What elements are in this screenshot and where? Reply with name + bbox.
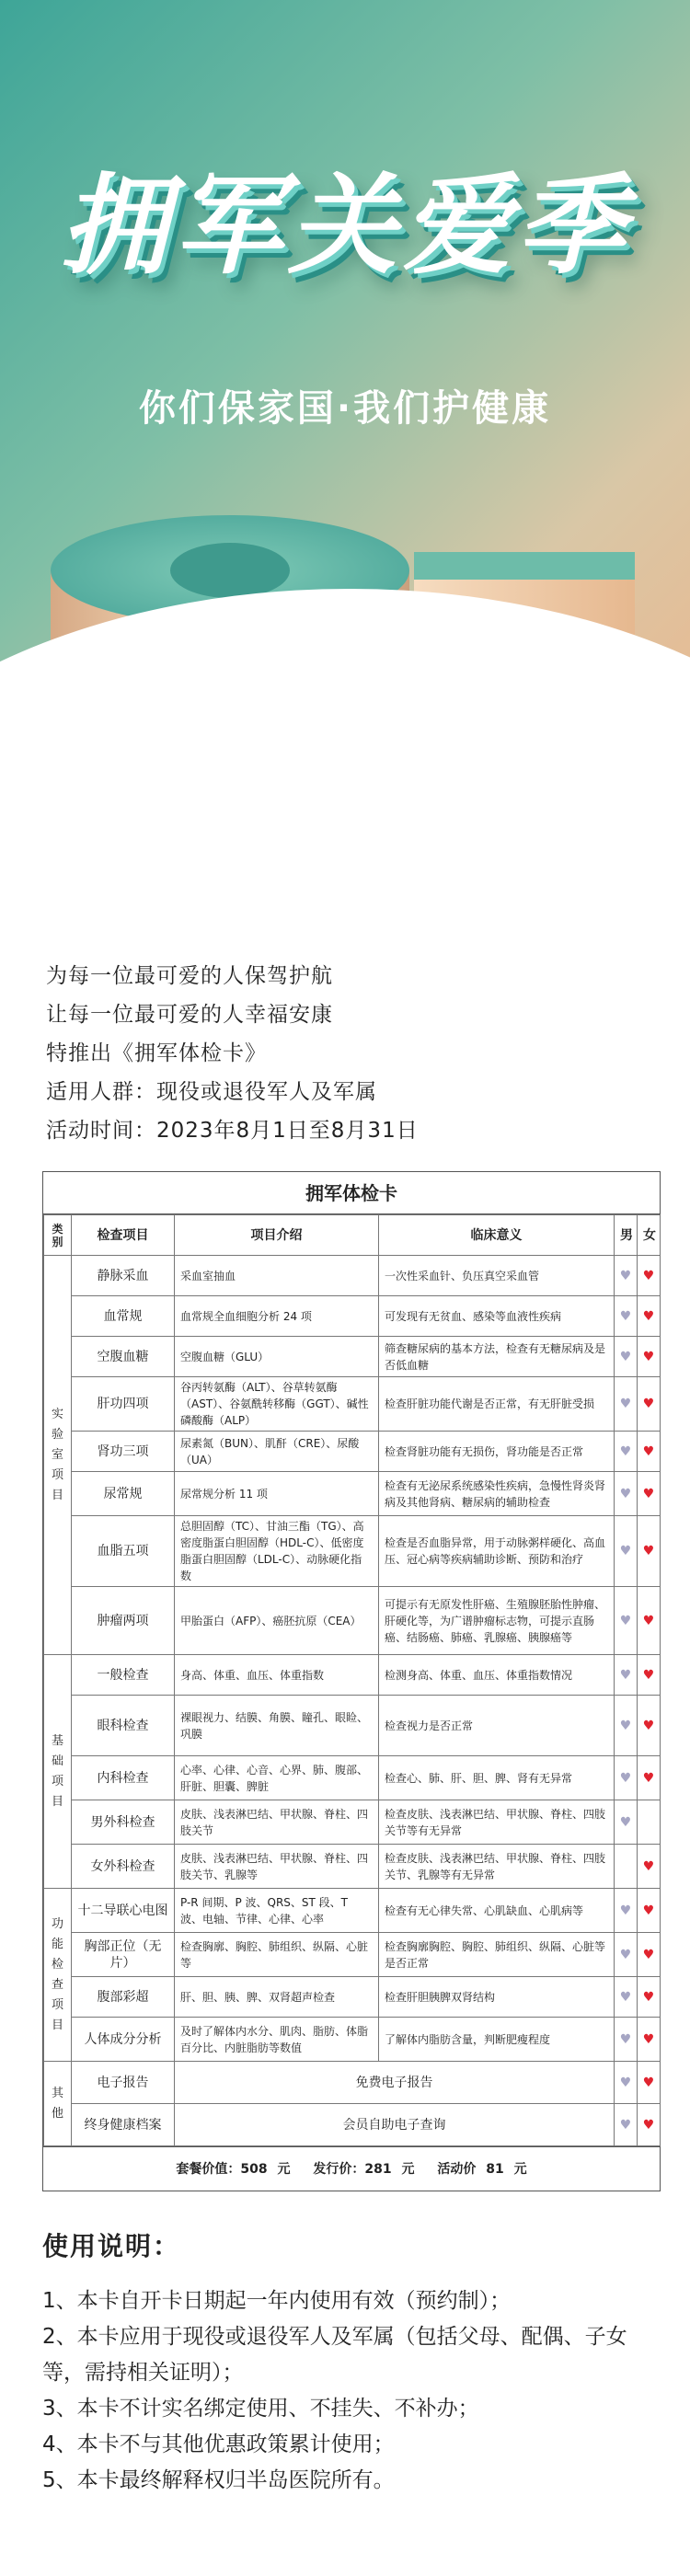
row-meaning: 了解体内脂肪含量，判断肥瘦程度 — [379, 2018, 615, 2062]
table-row — [44, 1337, 661, 1377]
female-heart-icon — [638, 1800, 661, 1845]
intro-line: 活动时间：2023年8月1日至8月31日 — [46, 1119, 419, 1143]
male-heart-icon: ♥ — [615, 2018, 638, 2062]
table-row — [44, 2104, 661, 2146]
female-heart-icon: ♥ — [638, 1933, 661, 1977]
row-meaning: 检查肝胆胰脾双肾结构 — [379, 1977, 615, 2018]
row-item: 肝功四项 — [72, 1377, 175, 1432]
usage-line: 3、本卡不计实名绑定使用、不挂失、不补办； — [42, 2397, 479, 2421]
table-row — [44, 1889, 661, 1933]
row-desc: 裸眼视力、结膜、角膜、瞳孔、眼睑、巩膜 — [175, 1696, 379, 1756]
row-meaning: 检查心、肺、肝、胆、脾、肾有无异常 — [379, 1756, 615, 1800]
category-other: 其 他 — [44, 2062, 72, 2146]
usage-block — [42, 2226, 659, 2499]
male-heart-icon: ♥ — [615, 1337, 638, 1377]
female-heart-icon: ♥ — [638, 1377, 661, 1432]
table-row — [44, 1296, 661, 1337]
male-heart-icon: ♥ — [615, 1587, 638, 1655]
row-meaning: 可提示有无原发性肝癌、生殖腺胚胎性肿瘤、肝硬化等，为广谱肿瘤标志物，可提示直肠癌、结肠癌、肺癌、乳腺癌、胰腺癌等 — [379, 1587, 615, 1655]
row-item: 内科检查 — [72, 1756, 175, 1800]
row-item: 静脉采血 — [72, 1256, 175, 1296]
female-heart-icon: ♥ — [638, 1889, 661, 1933]
header-item: 检查项目 — [72, 1215, 175, 1256]
row-meaning: 可发现有无贫血、感染等血液性疾病 — [379, 1296, 615, 1337]
row-item: 血常规 — [72, 1296, 175, 1337]
category-basic: 基 础 项 目 — [44, 1655, 72, 1889]
male-heart-icon: ♥ — [615, 2062, 638, 2104]
checkup-table — [43, 1214, 661, 2146]
male-heart-icon: ♥ — [615, 1256, 638, 1296]
row-item: 尿常规 — [72, 1472, 175, 1516]
table-row — [44, 1587, 661, 1655]
header-meaning: 临床意义 — [379, 1215, 615, 1256]
row-item: 一般检查 — [72, 1655, 175, 1696]
row-item: 空腹血糖 — [72, 1337, 175, 1377]
row-meaning: 检查有无泌尿系统感染性疾病，急慢性肾炎肾病及其他肾病、糖尿病的辅助检查 — [379, 1472, 615, 1516]
table-row — [44, 1256, 661, 1296]
male-heart-icon: ♥ — [615, 1800, 638, 1845]
row-desc: 采血室抽血 — [175, 1256, 379, 1296]
row-desc: 及时了解体内水分、肌肉、脂肪、体脂百分比、内脏脂肪等数值 — [175, 2018, 379, 2062]
male-heart-icon: ♥ — [615, 1756, 638, 1800]
row-desc: 谷丙转氨酶（ALT）、谷草转氨酶（AST）、谷氨酰转移酶（GGT）、碱性磷酸酶（ALP） — [175, 1377, 379, 1432]
intro-line: 特推出《拥军体检卡》 — [46, 1041, 267, 1065]
table-row — [44, 2018, 661, 2062]
table-row — [44, 1472, 661, 1516]
row-item: 肾功三项 — [72, 1432, 175, 1472]
male-heart-icon: ♥ — [615, 1432, 638, 1472]
female-heart-icon: ♥ — [638, 1696, 661, 1756]
male-heart-icon: ♥ — [615, 1655, 638, 1696]
row-item: 女外科检查 — [72, 1845, 175, 1889]
row-meaning: 检查皮肤、浅表淋巴结、甲状腺、脊柱、四肢关节、乳腺等有无异常 — [379, 1845, 615, 1889]
price-line: 套餐价值：508 元 发行价：281 元 活动价 81 元 — [43, 2146, 660, 2191]
row-item: 十二导联心电图 — [72, 1889, 175, 1933]
male-heart-icon: ♥ — [615, 1977, 638, 2018]
table-row — [44, 1933, 661, 1977]
table-row — [44, 1845, 661, 1889]
male-heart-icon: ♥ — [615, 1377, 638, 1432]
male-heart-icon: ♥ — [615, 1472, 638, 1516]
male-heart-icon — [615, 1845, 638, 1889]
female-heart-icon: ♥ — [638, 1296, 661, 1337]
row-meaning: 检查视力是否正常 — [379, 1696, 615, 1756]
row-item: 肿瘤两项 — [72, 1587, 175, 1655]
table-row — [44, 1516, 661, 1587]
female-heart-icon: ♥ — [638, 1587, 661, 1655]
female-heart-icon: ♥ — [638, 1472, 661, 1516]
checkup-card — [42, 1171, 661, 2191]
table-row — [44, 1377, 661, 1432]
row-desc: 皮肤、浅表淋巴结、甲状腺、脊柱、四肢关节、乳腺等 — [175, 1845, 379, 1889]
header-category: 类别 — [44, 1215, 72, 1256]
table-row — [44, 1655, 661, 1696]
female-heart-icon: ♥ — [638, 2018, 661, 2062]
female-heart-icon: ♥ — [638, 1516, 661, 1587]
female-heart-icon: ♥ — [638, 1337, 661, 1377]
row-desc: 尿素氮（BUN）、肌酐（CRE）、尿酸（UA） — [175, 1432, 379, 1472]
intro-line: 适用人群：现役或退役军人及军属 — [46, 1080, 377, 1104]
row-item: 人体成分分析 — [72, 2018, 175, 2062]
row-meaning: 检查有无心律失常、心肌缺血、心肌病等 — [379, 1889, 615, 1933]
usage-line: 4、本卡不与其他优惠政策累计使用； — [42, 2432, 395, 2456]
table-row — [44, 1432, 661, 1472]
table-header-row — [44, 1215, 661, 1256]
female-heart-icon: ♥ — [638, 1655, 661, 1696]
intro-line: 让每一位最可爱的人幸福安康 — [46, 1003, 333, 1027]
row-desc: 免费电子报告 — [175, 2062, 615, 2104]
female-heart-icon: ♥ — [638, 1756, 661, 1800]
row-desc: 肝、胆、胰、脾、双肾超声检查 — [175, 1977, 379, 2018]
category-lab: 实 验 室 项 目 — [44, 1256, 72, 1655]
row-item: 胸部正位（无片） — [72, 1933, 175, 1977]
male-heart-icon: ♥ — [615, 1516, 638, 1587]
male-heart-icon: ♥ — [615, 1889, 638, 1933]
row-meaning: 一次性采血针、负压真空采血管 — [379, 1256, 615, 1296]
row-desc: 血常规全血细胞分析 24 项 — [175, 1296, 379, 1337]
female-heart-icon: ♥ — [638, 2062, 661, 2104]
hero-title: 拥军关爱季 — [59, 161, 630, 289]
female-heart-icon: ♥ — [638, 1845, 661, 1889]
hero-subtitle: 你们保家国·我们护健康 — [138, 387, 552, 430]
row-item: 眼科检查 — [72, 1696, 175, 1756]
row-desc: 甲胎蛋白（AFP）、癌胚抗原（CEA） — [175, 1587, 379, 1655]
male-heart-icon: ♥ — [615, 1296, 638, 1337]
row-item: 腹部彩超 — [72, 1977, 175, 2018]
intro-line: 为每一位最可爱的人保驾护航 — [46, 964, 333, 988]
male-heart-icon: ♥ — [615, 1696, 638, 1756]
card-title: 拥军体检卡 — [43, 1172, 660, 1214]
row-item: 男外科检查 — [72, 1800, 175, 1845]
row-desc: 总胆固醇（TC）、甘油三酯（TG）、高密度脂蛋白胆固醇（HDL-C）、低密度脂蛋白胆固醇（LDL-C）、动脉硬化指数 — [175, 1516, 379, 1587]
row-meaning: 筛查糖尿病的基本方法，检查有无糖尿病及是否低血糖 — [379, 1337, 615, 1377]
female-heart-icon: ♥ — [638, 2104, 661, 2146]
table-row — [44, 1756, 661, 1800]
female-heart-icon: ♥ — [638, 1977, 661, 2018]
row-item: 终身健康档案 — [72, 2104, 175, 2146]
hero-banner — [0, 0, 690, 883]
row-meaning: 检测身高、体重、血压、体重指数情况 — [379, 1655, 615, 1696]
table-row — [44, 2062, 661, 2104]
header-desc: 项目介绍 — [175, 1215, 379, 1256]
row-desc: 会员自助电子查询 — [175, 2104, 615, 2146]
header-male: 男 — [615, 1215, 638, 1256]
male-heart-icon: ♥ — [615, 1933, 638, 1977]
row-meaning: 检查是否血脂异常，用于动脉粥样硬化、高血压、冠心病等疾病辅助诊断、预防和治疗 — [379, 1516, 615, 1587]
table-row — [44, 1977, 661, 2018]
header-female: 女 — [638, 1215, 661, 1256]
row-meaning: 检查皮肤、浅表淋巴结、甲状腺、脊柱、四肢关节等有无异常 — [379, 1800, 615, 1845]
table-row — [44, 1800, 661, 1845]
row-desc: P-R 间期、P 波、QRS、ST 段、T 波、电轴、节律、心律、心率 — [175, 1889, 379, 1933]
female-heart-icon: ♥ — [638, 1432, 661, 1472]
female-heart-icon: ♥ — [638, 1256, 661, 1296]
usage-line: 1、本卡自开卡日期起一年内使用有效（预约制）； — [42, 2289, 512, 2313]
row-meaning: 检查肝脏功能代谢是否正常，有无肝脏受损 — [379, 1377, 615, 1432]
category-func: 功 能 检 查 项 目 — [44, 1889, 72, 2062]
row-meaning: 检查胸廓胸腔、胸腔、肺组织、纵隔、心脏等是否正常 — [379, 1933, 615, 1977]
row-desc: 尿常规分析 11 项 — [175, 1472, 379, 1516]
usage-title: 使用说明： — [42, 2231, 181, 2261]
row-item: 血脂五项 — [72, 1516, 175, 1587]
table-row — [44, 1696, 661, 1756]
row-desc: 空腹血糖（GLU） — [175, 1337, 379, 1377]
row-item: 电子报告 — [72, 2062, 175, 2104]
row-desc: 身高、体重、血压、体重指数 — [175, 1655, 379, 1696]
male-heart-icon: ♥ — [615, 2104, 638, 2146]
row-desc: 检查胸廓、胸腔、肺组织、纵隔、心脏等 — [175, 1933, 379, 1977]
row-desc: 皮肤、浅表淋巴结、甲状腺、脊柱、四肢关节 — [175, 1800, 379, 1845]
hero-curve — [0, 589, 690, 883]
intro-block — [46, 957, 644, 1150]
row-meaning: 检查肾脏功能有无损伤，肾功能是否正常 — [379, 1432, 615, 1472]
usage-line: 2、本卡应用于现役或退役军人及军属（包括父母、配偶、子女等，需持相关证明）； — [42, 2325, 627, 2385]
usage-line: 5、本卡最终解释权归半岛医院所有。 — [42, 2468, 395, 2492]
row-desc: 心率、心律、心音、心界、肺、腹部、肝脏、胆囊、脾脏 — [175, 1756, 379, 1800]
